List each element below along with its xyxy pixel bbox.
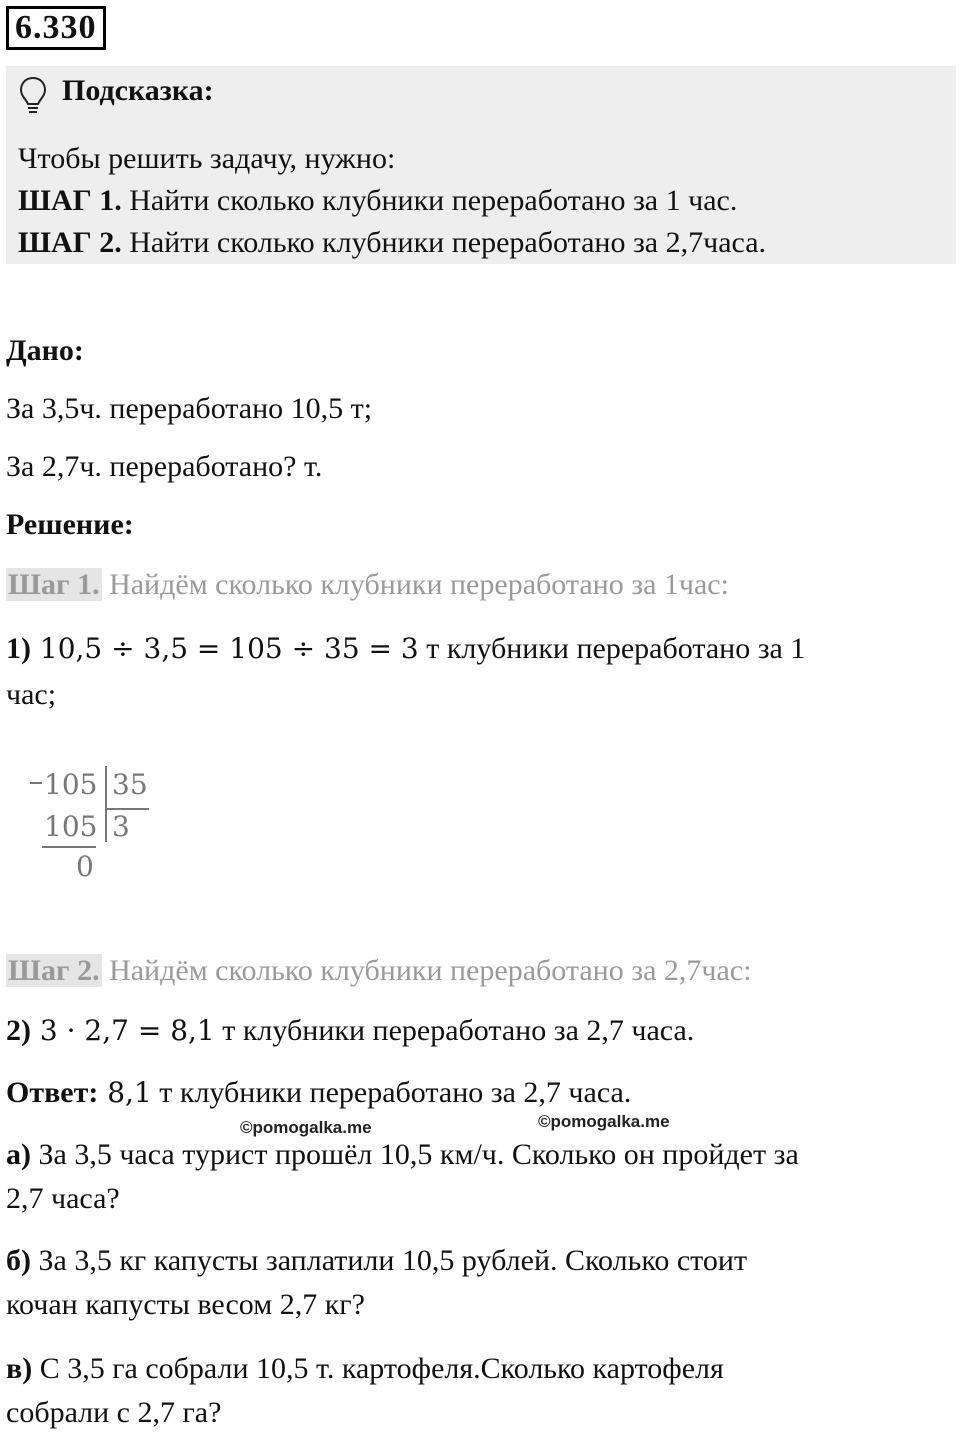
watermark: ©pomogalka.me [240, 1118, 372, 1137]
given-line-1: За 3,5ч. переработано 10,5 т; [6, 392, 373, 425]
hint-step-2-label: ШАГ 2. [18, 226, 122, 259]
task-v-line-1 [6, 1352, 724, 1386]
task-a-text: За 3,5 часа турист прошёл 10,5 км/ч. Сколько он пройдет за [31, 1138, 799, 1171]
step-2-text: Найдём сколько клубники переработано за 2,7час: [101, 954, 752, 987]
hint-intro: Чтобы решить задачу, нужно: [18, 142, 396, 175]
task-v-text: С 3,5 га собрали 10,5 т. картофеля.Сколько картофеля [32, 1352, 724, 1385]
hint-title: Подсказка: [62, 74, 214, 107]
task-v-line-2: собрали с 2,7 га? [6, 1396, 222, 1429]
answer-text: т клубники переработано за 2,7 часа. [151, 1076, 632, 1109]
calc-2-text: т клубники переработано за 2,7 часа. [214, 1014, 695, 1047]
watermark: ©pomogalka.me [538, 1112, 670, 1131]
hint-step-2 [18, 226, 766, 260]
task-a-label: а) [6, 1138, 31, 1171]
subtraction-line [42, 846, 96, 848]
lightbulb-icon [18, 76, 48, 116]
hint-step-1-label: ШАГ 1. [18, 184, 122, 217]
hint-step-1 [18, 184, 737, 218]
step-2-heading [6, 954, 751, 988]
answer [6, 1076, 631, 1110]
task-b-label: б) [6, 1244, 31, 1277]
solution-title: Решение: [6, 508, 134, 541]
step-1-heading [6, 568, 729, 602]
calc-1-text: т клубники переработано за 1 [418, 632, 806, 665]
hint-step-2-text: Найти сколько клубники переработано за 2,7часа. [121, 226, 767, 259]
divisor: 35 [112, 768, 148, 801]
task-a-line-1 [6, 1138, 799, 1172]
task-v-label: в) [6, 1352, 33, 1385]
task-b-line-2: кочан капусты весом 2,7 кг? [6, 1288, 365, 1321]
calc-2 [6, 1014, 694, 1048]
calc-1-expression: 10,5 ÷ 3,5 = 105 ÷ 35 = 3 [31, 632, 419, 665]
remainder: 0 [76, 850, 94, 883]
quotient: 3 [112, 810, 130, 843]
answer-expression: 8,1 [98, 1076, 152, 1109]
given-title: Дано: [6, 334, 84, 367]
division-vertical-line [105, 766, 107, 842]
calc-1-continuation: час; [6, 678, 57, 711]
calc-2-expression: 3 · 2,7 = 8,1 [31, 1014, 215, 1047]
calc-1-number: 1) [6, 632, 31, 665]
problem-number: 6.330 [6, 6, 106, 50]
step-2-label: Шаг 2. [8, 954, 100, 987]
task-b-text: За 3,5 кг капусты заплатили 10,5 рублей. Сколько стоит [31, 1244, 748, 1277]
task-a-line-2: 2,7 часа? [6, 1182, 120, 1215]
given-line-2: За 2,7ч. переработано? т. [6, 450, 323, 483]
calc-1 [6, 632, 805, 666]
task-b-line-1 [6, 1244, 747, 1278]
answer-label: Ответ: [6, 1076, 99, 1109]
step-1-text: Найдём сколько клубники переработано за 1час: [101, 568, 729, 601]
subtrahend: 105 [44, 810, 98, 843]
dividend: 105 [44, 768, 98, 801]
hint-step-1-text: Найти сколько клубники переработано за 1 час. [121, 184, 738, 217]
step-1-label: Шаг 1. [8, 568, 100, 601]
calc-2-number: 2) [6, 1014, 31, 1047]
minus-sign [30, 782, 42, 784]
